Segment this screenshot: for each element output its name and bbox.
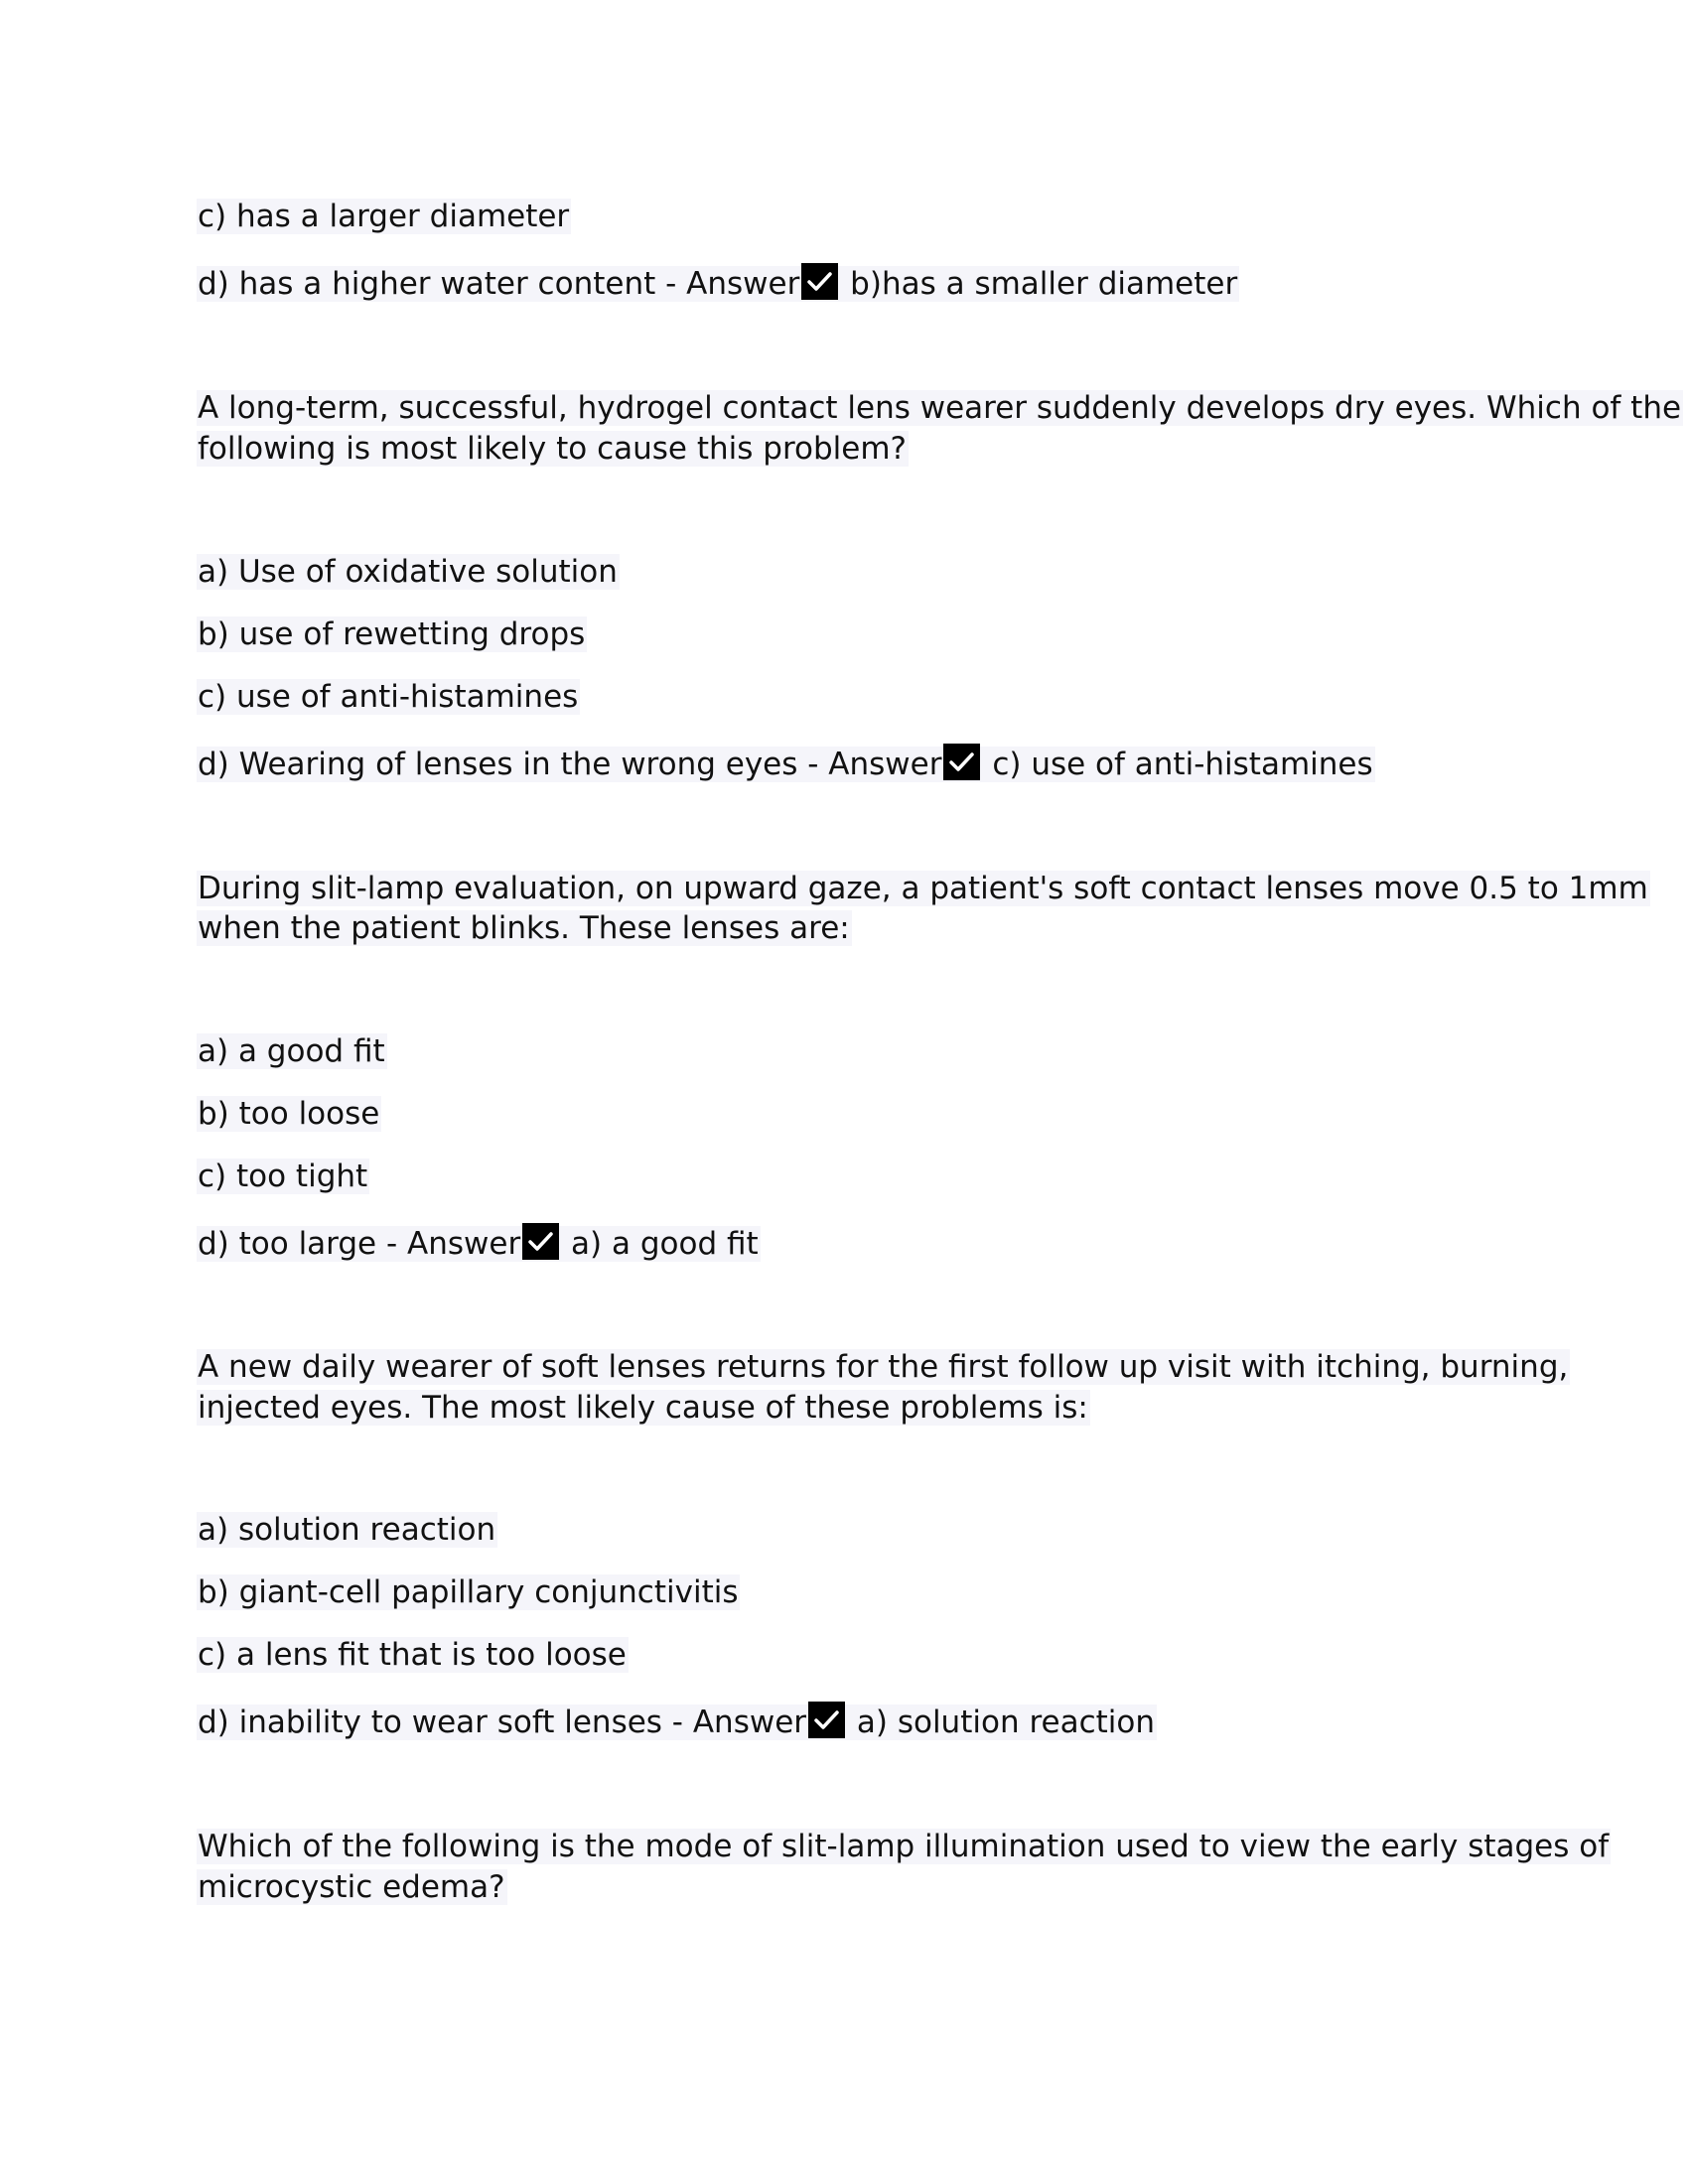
option-c (197, 197, 571, 237)
option-b: b) giant-cell papillary conjunctivitis (198, 1574, 739, 1610)
option-d-with-answer (197, 1702, 1157, 1743)
question-text-line: Which of the following is the mode of slit-lamp illumination used to view the early stages of (198, 1829, 1610, 1864)
question-text-line: A new daily wearer of soft lenses returns for the first follow up visit with itching, burning, (198, 1349, 1569, 1385)
answer-text: a) solution reaction (847, 1705, 1156, 1740)
question-text-line: when the patient blinks. These lenses are: (198, 910, 850, 946)
option-a: a) a good fit (198, 1033, 385, 1069)
option-text: d) has a higher water content - Answer (198, 266, 800, 302)
question-text-line: following is most likely to cause this problem? (198, 431, 907, 467)
option-c: c) too tight (198, 1159, 368, 1194)
question-text-line: microcystic edema? (198, 1869, 505, 1905)
option-b: b) too loose (198, 1096, 380, 1132)
option-text: d) too large - Answer (198, 1226, 521, 1262)
option-d-with-answer (197, 1223, 761, 1265)
answer-text: c) use of anti-histamines (982, 747, 1373, 782)
question-text-line: A long-term, successful, hydrogel contact lens wearer suddenly develops dry eyes. Which of the (198, 390, 1682, 426)
option-text: d) Wearing of lenses in the wrong eyes - Answer (198, 747, 942, 782)
option-text: c) has a larger diameter (198, 199, 570, 234)
checkmark-icon (943, 744, 980, 780)
option-a: a) Use of oxidative solution (198, 554, 618, 590)
option-c: c) a lens fit that is too loose (198, 1637, 627, 1673)
option-b: b) use of rewetting drops (198, 616, 586, 652)
option-d-with-answer (197, 263, 1239, 305)
answer-text: b)has a smaller diameter (840, 266, 1238, 302)
option-a: a) solution reaction (198, 1512, 496, 1548)
option-c: c) use of anti-histamines (198, 679, 579, 715)
option-text: d) inability to wear soft lenses - Answer (198, 1705, 807, 1740)
checkmark-icon (808, 1702, 845, 1738)
option-d-with-answer (197, 744, 1375, 785)
question-text-line: During slit-lamp evaluation, on upward gaze, a patient's soft contact lenses move 0.5 to 1mm (198, 871, 1648, 906)
checkmark-icon (522, 1223, 559, 1260)
question-text-line: injected eyes. The most likely cause of these problems is: (198, 1390, 1088, 1426)
answer-text: a) a good fit (561, 1226, 759, 1262)
checkmark-icon (801, 263, 838, 300)
